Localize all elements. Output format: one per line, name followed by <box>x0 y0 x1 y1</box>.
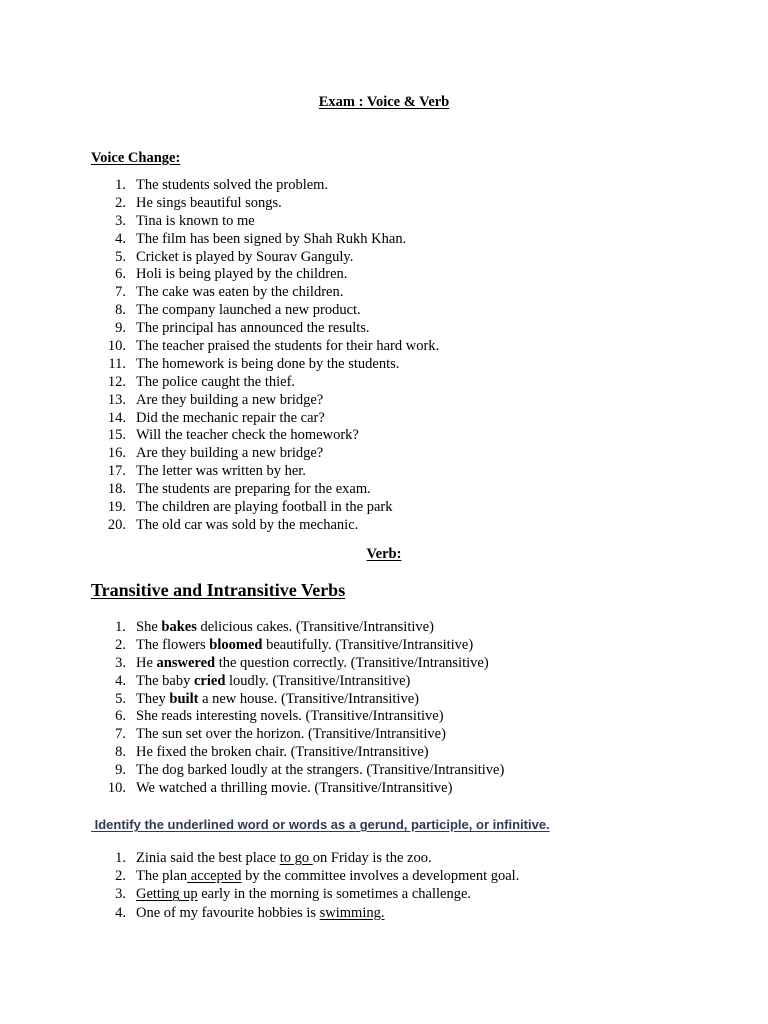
item-text-before: One of my favourite hobbies is <box>136 904 320 921</box>
item-text: The police caught the thief. <box>136 373 296 390</box>
item-text <box>136 619 434 637</box>
item-number: 2. <box>115 194 126 211</box>
item-text: Cricket is played by Sourav Ganguly. <box>136 248 354 265</box>
item-text-before: The flowers <box>136 636 210 653</box>
item-number: 8. <box>115 744 126 761</box>
item-text-after: delicious cakes. (Transitive/Intransitive) <box>196 619 434 635</box>
item-text-after: the question correctly. (Transitive/Intransitive) <box>215 654 489 671</box>
verb-word: answered <box>156 654 216 671</box>
item-number: 9. <box>115 320 126 337</box>
item-number: 9. <box>115 762 126 779</box>
item-number: 3. <box>115 886 126 903</box>
verb-word: bakes <box>161 619 197 635</box>
item-text-before: Zinia said the best place <box>136 850 280 866</box>
item-number: 3. <box>115 212 126 229</box>
item-text-before: The baby <box>136 672 194 689</box>
item-number: 5. <box>115 690 126 707</box>
item-number: 2. <box>115 868 126 885</box>
item-text: Tina is known to me <box>136 212 255 229</box>
item-number: 5. <box>115 248 126 265</box>
item-number: 4. <box>115 904 126 921</box>
item-text-after: on Friday is the zoo. <box>312 850 432 866</box>
item-text: The letter was written by her. <box>136 463 306 480</box>
item-number: 15. <box>107 427 126 444</box>
item-number: 1. <box>115 619 126 635</box>
item-text <box>136 744 429 762</box>
item-text-after: a new house. (Transitive/Intransitive) <box>198 690 419 707</box>
item-text: Did the mechanic repair the car? <box>136 409 325 426</box>
item-text <box>136 726 446 744</box>
item-text <box>136 637 473 655</box>
item-text-before: They <box>136 690 170 707</box>
item-text: The principal has announced the results. <box>136 320 370 337</box>
item-text: The film has been signed by Shah Rukh Khan. <box>136 230 407 247</box>
item-text-before: He fixed the broken chair. (Transitive/Intransitive) <box>136 744 429 761</box>
identify-underlined-heading: Identify the underlined word or words as a gerund, participle, or infinitive. <box>91 817 550 832</box>
item-text <box>136 885 471 903</box>
item-text <box>136 867 519 885</box>
item-text-after: beautifully. (Transitive/Intransitive) <box>262 636 474 653</box>
item-text: The homework is being done by the students. <box>136 355 400 372</box>
item-number: 11. <box>108 355 126 372</box>
item-number: 2. <box>115 636 126 653</box>
verb-word: built <box>169 690 199 707</box>
verb-word: bloomed <box>209 636 263 653</box>
item-number: 4. <box>115 672 126 689</box>
item-text: The company launched a new product. <box>136 302 361 319</box>
item-text: Holi is being played by the children. <box>136 266 348 283</box>
underlined-phrase: Getting up <box>136 886 198 903</box>
item-text <box>136 780 452 798</box>
item-text: The cake was eaten by the children. <box>136 284 344 301</box>
item-number: 16. <box>107 445 126 462</box>
item-text <box>136 673 410 691</box>
item-number: 14. <box>107 409 126 426</box>
item-number: 12. <box>107 373 126 390</box>
item-text: The students are preparing for the exam. <box>136 481 371 498</box>
item-text: Are they building a new bridge? <box>136 391 324 408</box>
item-number: 10. <box>107 338 126 355</box>
verb-word: cried <box>193 672 226 689</box>
item-number: 18. <box>107 481 126 498</box>
item-number: 3. <box>115 654 126 671</box>
voice-change-heading: Voice Change: <box>91 150 181 166</box>
item-text-after: by the committee involves a development goal. <box>241 868 520 885</box>
item-text <box>136 655 489 673</box>
item-text-before: He <box>136 654 157 671</box>
item-text-before: We watched a thrilling movie. (Transitive/Intransitive) <box>136 780 453 797</box>
item-text-after: early in the morning is sometimes a challenge. <box>197 886 472 903</box>
item-number: 1. <box>115 177 126 193</box>
item-number: 6. <box>115 266 126 283</box>
underlined-phrase: swimming. <box>319 904 385 921</box>
page-title: Exam : Voice & Verb <box>318 94 450 110</box>
item-text-before: She reads interesting novels. (Transitive/Intransitive) <box>136 708 444 725</box>
item-text <box>136 762 504 780</box>
item-number: 6. <box>115 708 126 725</box>
item-text: The old car was sold by the mechanic. <box>136 516 359 533</box>
transitive-intransitive-heading: Transitive and Intransitive Verbs <box>91 580 346 600</box>
verb-heading: Verb: <box>366 546 402 562</box>
item-text: The children are playing football in the park <box>136 499 393 516</box>
underlined-phrase: accepted <box>187 868 242 885</box>
item-number: 4. <box>115 230 126 247</box>
item-number: 8. <box>115 302 126 319</box>
item-number: 13. <box>107 391 126 408</box>
item-number: 20. <box>107 516 126 533</box>
item-text <box>136 849 432 867</box>
item-text: He sings beautiful songs. <box>136 194 282 211</box>
item-text: Will the teacher check the homework? <box>136 427 359 444</box>
item-text <box>136 904 385 922</box>
item-text-before: The plan <box>136 868 188 885</box>
item-number: 17. <box>107 463 126 480</box>
item-text: The teacher praised the students for their hard work. <box>136 338 440 355</box>
item-number: 10. <box>107 780 126 797</box>
item-number: 19. <box>107 499 126 516</box>
item-text-before: The dog barked loudly at the strangers. (Transitive/Intransitive) <box>136 762 505 779</box>
item-number: 7. <box>115 284 126 301</box>
item-number: 1. <box>115 850 126 866</box>
item-number: 7. <box>115 726 126 743</box>
item-text-after: loudly. (Transitive/Intransitive) <box>225 672 411 689</box>
underlined-phrase: to go <box>279 850 313 866</box>
item-text-before: She <box>136 619 162 635</box>
item-text-before: The sun set over the horizon. (Transitive/Intransitive) <box>136 726 446 743</box>
item-text: The students solved the problem. <box>136 177 329 193</box>
item-text <box>136 691 419 709</box>
item-text <box>136 708 444 726</box>
item-text: Are they building a new bridge? <box>136 445 324 462</box>
